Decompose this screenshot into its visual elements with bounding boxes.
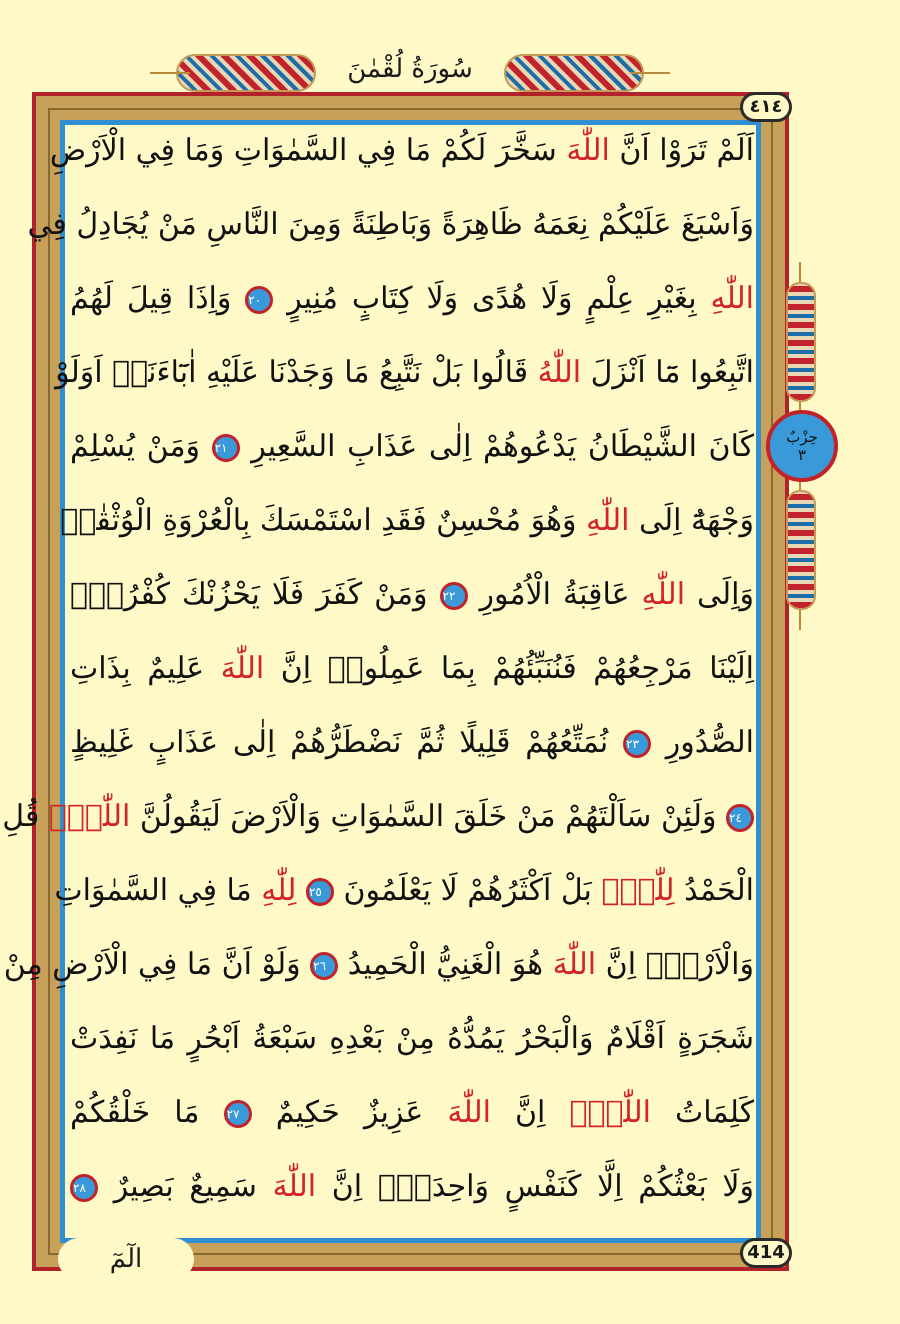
text-line: وَالْاَرْضِۜ اِنَّ اللّٰهَ هُوَ الْغَنِيُّ الْحَمِيدُ ٢٦ وَلَوْ اَنَّ مَا فِي الْاَرْضِ مِنْ — [3, 947, 754, 982]
text-line: كَلِمَاتُ اللّٰهِۜ اِنَّ اللّٰهَ عَزِيزٌ حَكِيمٌ ٢٧ مَا خَلْقُكُمْ — [70, 1095, 754, 1130]
surah-title: سُورَةُ لُقْمٰنَ — [347, 54, 473, 84]
ayah-number-marker: ٢٢ — [440, 582, 468, 610]
hizb-marker — [766, 410, 838, 482]
divine-name: اللّٰهِ — [586, 503, 630, 538]
divine-name: اللّٰهَ — [566, 133, 610, 168]
header-ornament-tip-left — [150, 72, 190, 74]
ayah-number-marker: ٢٦ — [310, 952, 338, 980]
divine-name: اللّٰهِ — [641, 577, 686, 612]
hizb-label: حِزْبٌ — [786, 428, 818, 446]
ayah-number-marker: ٢٣ — [623, 730, 651, 758]
text-line: اللّٰهِ بِغَيْرِ عِلْمٍ وَلَا هُدًى وَلَا كِتَابٍ مُنِيرٍ ٢٠ وَاِذَا قِيلَ لَهُمُ — [70, 281, 754, 316]
ayah-number-marker: ٢٥ — [306, 878, 334, 906]
divine-name: اللّٰهَ — [220, 651, 265, 686]
header-ornament-tip-right — [630, 72, 670, 74]
side-ornament-tile-bottom — [786, 490, 816, 610]
text-line: وَاِلَى اللّٰهِ عَاقِبَةُ الْاُمُورِ ٢٢ وَمَنْ كَفَرَ فَلَا يَحْزُنْكَ كُفْرُهُۜ — [70, 577, 754, 612]
ayah-number-marker: ٢٧ — [224, 1100, 252, 1128]
text-line: الْحَمْدُ لِلّٰهِۜ بَلْ اَكْثَرُهُمْ لَا يَعْلَمُونَ ٢٥ لِلّٰهِ مَا فِي السَّمٰوَاتِ — [54, 873, 754, 908]
hizb-number: ٣ — [797, 446, 807, 464]
text-line: وَجْهَهُٓ اِلَى اللّٰهِ وَهُوَ مُحْسِنٌ فَقَدِ اسْتَمْسَكَ بِالْعُرْوَةِ الْوُثْقٰىۜ — [60, 503, 754, 538]
text-line: كَانَ الشَّيْطَانُ يَدْعُوهُمْ اِلٰى عَذَابِ السَّعِيرِ ٢١ وَمَنْ يُسْلِمْ — [70, 429, 754, 464]
text-line: وَاَسْبَغَ عَلَيْكُمْ نِعَمَهُ ظَاهِرَةً وَبَاطِنَةً وَمِنَ النَّاسِ مَنْ يُجَادِلُ فِي — [27, 207, 754, 242]
juz-label: الٓمٓ — [58, 1238, 194, 1280]
text-line: اتَّبِعُوا مَٓا اَنْزَلَ اللّٰهُ قَالُوا بَلْ نَتَّبِعُ مَا وَجَدْنَا عَلَيْهِ اٰبَٓاءَنَاۜ اَوَلَوْ — [55, 355, 754, 390]
ayah-number-marker: ٢٠ — [245, 286, 273, 314]
text-line: ٢٤ وَلَئِنْ سَاَلْتَهُمْ مَنْ خَلَقَ السَّمٰوَاتِ وَالْاَرْضَ لَيَقُولُنَّ اللّٰهُۜ قُلِ — [70, 791, 754, 843]
ayah-number-marker: ٢١ — [212, 434, 240, 462]
page-number-top: ٤١٤ — [740, 92, 792, 122]
text-line: شَجَرَةٍ اَقْلَامٌ وَالْبَحْرُ يَمُدُّهُ مِنْ بَعْدِهِ سَبْعَةُ اَبْحُرٍ مَا نَفِدَتْ — [70, 1021, 754, 1056]
text-line: اَلَمْ تَرَوْا اَنَّ اللّٰهَ سَخَّرَ لَكُمْ مَا فِي السَّمٰوَاتِ وَمَا فِي الْاَرْضِ — [49, 133, 754, 168]
divine-name: اللّٰهَ — [447, 1095, 491, 1130]
side-ornament-tile-top — [786, 282, 816, 402]
divine-name: اللّٰهُ — [537, 355, 582, 390]
text-line: الصُّدُورِ ٢٣ نُمَتِّعُهُمْ قَلِيلًا ثُمَّ نَضْطَرُّهُمْ اِلٰى عَذَابٍ غَلِيظٍ — [70, 725, 755, 760]
header-ornament-left — [176, 54, 316, 92]
header-ornament-right — [504, 54, 644, 92]
ayah-number-marker: ٢٨ — [70, 1174, 98, 1202]
divine-name: اللّٰهُۜ — [48, 799, 131, 834]
text-line: وَلَا بَعْثُكُمْ اِلَّا كَنَفْسٍ وَاحِدَةٍۜ اِنَّ اللّٰهَ سَمِيعٌ بَصِيرٌ ٢٨ — [70, 1161, 754, 1213]
divine-name: لِلّٰهِۜ — [601, 873, 675, 908]
ayah-number-marker: ٢٤ — [726, 804, 754, 832]
divine-name: اللّٰهَ — [272, 1169, 317, 1204]
page-number-bottom: 414 — [740, 1238, 792, 1268]
divine-name: اللّٰهِ — [710, 281, 754, 316]
divine-name: اللّٰهِۜ — [569, 1095, 651, 1130]
divine-name: لِلّٰهِ — [261, 873, 297, 908]
divine-name: اللّٰهَ — [552, 947, 597, 982]
text-line: اِلَيْنَا مَرْجِعُهُمْ فَنُنَبِّئُهُمْ بِمَا عَمِلُواۜ اِنَّ اللّٰهَ عَلِيمٌ بِذَاتِ — [70, 651, 754, 686]
quran-text — [2, 125, 755, 1235]
